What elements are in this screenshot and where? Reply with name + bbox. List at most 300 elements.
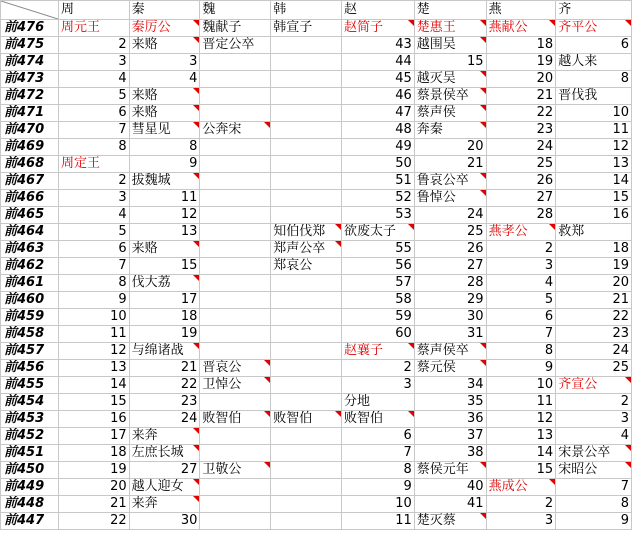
- grid-cell[interactable]: 38: [414, 445, 486, 462]
- grid-cell[interactable]: 18: [129, 309, 200, 326]
- grid-cell[interactable]: 越人迎女: [129, 479, 200, 496]
- year-label[interactable]: 前476: [1, 20, 59, 37]
- grid-cell[interactable]: 7: [556, 479, 632, 496]
- table-row: [1, 241, 632, 258]
- year-label[interactable]: 前448: [1, 496, 59, 513]
- grid-cell[interactable]: [200, 224, 271, 241]
- grid-cell[interactable]: [271, 377, 342, 394]
- grid-cell[interactable]: 8: [59, 139, 130, 156]
- grid-cell[interactable]: 55: [342, 241, 415, 258]
- grid-cell[interactable]: 8: [59, 275, 130, 292]
- grid-cell[interactable]: 伐大荔: [129, 275, 200, 292]
- grid-cell[interactable]: [271, 292, 342, 309]
- grid-cell[interactable]: 28: [414, 275, 486, 292]
- grid-cell[interactable]: 6: [342, 428, 415, 445]
- grid-cell[interactable]: 23: [486, 122, 556, 139]
- grid-cell[interactable]: 34: [414, 377, 486, 394]
- grid-cell[interactable]: 6: [556, 37, 632, 54]
- grid-cell[interactable]: 19: [129, 326, 200, 343]
- grid-cell[interactable]: 欲废太子: [342, 224, 415, 241]
- year-label[interactable]: 前457: [1, 343, 59, 360]
- grid-cell[interactable]: [271, 479, 342, 496]
- grid-cell[interactable]: 26: [414, 241, 486, 258]
- grid-cell[interactable]: 蔡侯元年: [414, 462, 486, 479]
- grid-cell[interactable]: [271, 207, 342, 224]
- grid-cell[interactable]: [271, 326, 342, 343]
- grid-cell[interactable]: 37: [414, 428, 486, 445]
- column-header[interactable]: 赵: [342, 1, 415, 20]
- table-row: [1, 513, 632, 530]
- grid-cell[interactable]: [271, 139, 342, 156]
- year-label[interactable]: 前449: [1, 479, 59, 496]
- grid-cell[interactable]: [200, 54, 271, 71]
- grid-cell[interactable]: [271, 462, 342, 479]
- grid-cell[interactable]: 12: [486, 411, 556, 428]
- grid-cell[interactable]: 11: [486, 394, 556, 411]
- grid-cell[interactable]: 8: [342, 462, 415, 479]
- table-row: [1, 139, 632, 156]
- grid-cell[interactable]: 15: [414, 54, 486, 71]
- grid-cell[interactable]: 9: [129, 156, 200, 173]
- grid-cell[interactable]: 8: [556, 71, 632, 88]
- grid-cell[interactable]: 9: [556, 513, 632, 530]
- grid-cell[interactable]: 14: [486, 445, 556, 462]
- grid-cell[interactable]: 10: [59, 309, 130, 326]
- grid-cell[interactable]: 30: [129, 513, 200, 530]
- grid-cell[interactable]: [271, 190, 342, 207]
- grid-cell[interactable]: 15: [486, 462, 556, 479]
- grid-cell[interactable]: 败智伯: [200, 411, 271, 428]
- year-label[interactable]: 前450: [1, 462, 59, 479]
- grid-cell[interactable]: [271, 88, 342, 105]
- grid-cell[interactable]: 24: [414, 207, 486, 224]
- year-label[interactable]: 前452: [1, 428, 59, 445]
- grid-cell[interactable]: 57: [342, 275, 415, 292]
- grid-cell[interactable]: 4: [486, 275, 556, 292]
- grid-cell[interactable]: 宋景公卒: [556, 445, 632, 462]
- table-row: [1, 394, 632, 411]
- grid-cell[interactable]: 13: [556, 156, 632, 173]
- grid-cell[interactable]: 蔡声侯卒: [414, 343, 486, 360]
- grid-cell[interactable]: [200, 343, 271, 360]
- grid-cell[interactable]: 21: [486, 88, 556, 105]
- grid-cell[interactable]: 越灭吴: [414, 71, 486, 88]
- grid-cell[interactable]: [271, 309, 342, 326]
- grid-cell[interactable]: 3: [129, 54, 200, 71]
- grid-cell[interactable]: 47: [342, 105, 415, 122]
- grid-cell[interactable]: 58: [342, 292, 415, 309]
- grid-cell[interactable]: [200, 445, 271, 462]
- grid-cell[interactable]: 8: [556, 496, 632, 513]
- grid-cell[interactable]: [271, 343, 342, 360]
- grid-cell[interactable]: 晋伐我: [556, 88, 632, 105]
- grid-cell[interactable]: 赵襄子: [342, 343, 415, 360]
- grid-cell[interactable]: 8: [129, 139, 200, 156]
- year-label[interactable]: 前459: [1, 309, 59, 326]
- grid-cell[interactable]: 24: [556, 343, 632, 360]
- year-label[interactable]: 前470: [1, 122, 59, 139]
- grid-cell[interactable]: 13: [59, 360, 130, 377]
- grid-cell[interactable]: 16: [59, 411, 130, 428]
- grid-cell[interactable]: 鲁哀公卒: [414, 173, 486, 190]
- grid-cell[interactable]: 3: [59, 190, 130, 207]
- grid-cell[interactable]: 22: [129, 377, 200, 394]
- grid-cell[interactable]: 2: [486, 241, 556, 258]
- grid-cell[interactable]: 彗星见: [129, 122, 200, 139]
- grid-cell[interactable]: [271, 394, 342, 411]
- grid-cell[interactable]: [271, 54, 342, 71]
- grid-cell[interactable]: 2: [486, 496, 556, 513]
- grid-cell[interactable]: 14: [556, 173, 632, 190]
- grid-cell[interactable]: 与绵诸战: [129, 343, 200, 360]
- grid-cell[interactable]: [200, 292, 271, 309]
- grid-cell[interactable]: 韩宣子: [271, 20, 342, 37]
- table-row: [1, 207, 632, 224]
- grid-cell[interactable]: 7: [342, 445, 415, 462]
- grid-cell[interactable]: 赵简子: [342, 20, 415, 37]
- grid-cell[interactable]: 楚灭蔡: [414, 513, 486, 530]
- grid-cell[interactable]: 3: [342, 377, 415, 394]
- grid-cell[interactable]: 14: [59, 377, 130, 394]
- grid-cell[interactable]: 9: [486, 360, 556, 377]
- grid-cell[interactable]: 齐平公: [556, 20, 632, 37]
- grid-cell[interactable]: 燕孝公: [486, 224, 556, 241]
- grid-cell[interactable]: 15: [556, 190, 632, 207]
- grid-cell[interactable]: 11: [129, 190, 200, 207]
- grid-cell[interactable]: 3: [59, 54, 130, 71]
- grid-cell[interactable]: [200, 428, 271, 445]
- grid-cell[interactable]: [271, 71, 342, 88]
- column-header[interactable]: 韩: [271, 1, 342, 20]
- grid-cell[interactable]: 44: [342, 54, 415, 71]
- grid-cell[interactable]: [200, 139, 271, 156]
- table-row: [1, 309, 632, 326]
- grid-cell[interactable]: 10: [342, 496, 415, 513]
- year-label[interactable]: 前467: [1, 173, 59, 190]
- grid-cell[interactable]: 46: [342, 88, 415, 105]
- grid-cell[interactable]: 27: [414, 258, 486, 275]
- grid-cell[interactable]: [200, 275, 271, 292]
- grid-cell[interactable]: 秦厉公: [129, 20, 200, 37]
- grid-cell[interactable]: 3: [486, 258, 556, 275]
- grid-cell[interactable]: 56: [342, 258, 415, 275]
- table-row: [1, 122, 632, 139]
- grid-cell[interactable]: 52: [342, 190, 415, 207]
- grid-cell[interactable]: 越围吴: [414, 37, 486, 54]
- grid-cell[interactable]: 越人来: [556, 54, 632, 71]
- grid-cell[interactable]: 7: [486, 326, 556, 343]
- grid-cell[interactable]: 燕献公: [486, 20, 556, 37]
- grid-cell[interactable]: 来奔: [129, 496, 200, 513]
- grid-cell[interactable]: 9: [342, 479, 415, 496]
- grid-cell[interactable]: 2: [342, 360, 415, 377]
- grid-cell[interactable]: 6: [59, 241, 130, 258]
- grid-cell[interactable]: 鲁悼公: [414, 190, 486, 207]
- grid-cell[interactable]: 来赂: [129, 105, 200, 122]
- grid-cell[interactable]: 28: [486, 207, 556, 224]
- grid-cell[interactable]: 49: [342, 139, 415, 156]
- year-label[interactable]: 前471: [1, 105, 59, 122]
- year-label[interactable]: 前465: [1, 207, 59, 224]
- grid-cell[interactable]: 19: [556, 258, 632, 275]
- grid-cell[interactable]: 27: [486, 190, 556, 207]
- grid-cell[interactable]: 20: [486, 71, 556, 88]
- table-row: [1, 173, 632, 190]
- year-label[interactable]: 前463: [1, 241, 59, 258]
- grid-cell[interactable]: 41: [414, 496, 486, 513]
- grid-cell[interactable]: 15: [129, 258, 200, 275]
- year-label[interactable]: 前473: [1, 71, 59, 88]
- grid-cell[interactable]: [271, 173, 342, 190]
- table-row: [1, 275, 632, 292]
- grid-cell[interactable]: 31: [414, 326, 486, 343]
- grid-cell[interactable]: [200, 190, 271, 207]
- grid-cell[interactable]: 燕成公: [486, 479, 556, 496]
- grid-cell[interactable]: 20: [59, 479, 130, 496]
- grid-cell[interactable]: 25: [414, 224, 486, 241]
- grid-cell[interactable]: 60: [342, 326, 415, 343]
- year-label[interactable]: 前462: [1, 258, 59, 275]
- grid-cell[interactable]: 17: [129, 292, 200, 309]
- grid-cell[interactable]: 卫悼公: [200, 377, 271, 394]
- grid-cell[interactable]: 10: [556, 105, 632, 122]
- grid-cell[interactable]: 晋定公卒: [200, 37, 271, 54]
- grid-cell[interactable]: 知伯伐郑: [271, 224, 342, 241]
- grid-cell[interactable]: 奔秦: [414, 122, 486, 139]
- grid-cell[interactable]: 5: [486, 292, 556, 309]
- grid-cell[interactable]: [271, 156, 342, 173]
- grid-cell[interactable]: 12: [556, 139, 632, 156]
- grid-cell[interactable]: [200, 513, 271, 530]
- grid-cell[interactable]: 齐宣公: [556, 377, 632, 394]
- grid-cell[interactable]: [200, 394, 271, 411]
- grid-cell[interactable]: 拔魏城: [129, 173, 200, 190]
- year-label[interactable]: 前458: [1, 326, 59, 343]
- grid-cell[interactable]: [271, 513, 342, 530]
- grid-cell[interactable]: 26: [486, 173, 556, 190]
- grid-cell[interactable]: 24: [486, 139, 556, 156]
- grid-cell[interactable]: 48: [342, 122, 415, 139]
- grid-cell[interactable]: [200, 173, 271, 190]
- table-row: [1, 479, 632, 496]
- grid-cell[interactable]: 22: [486, 105, 556, 122]
- grid-cell[interactable]: 周元王: [59, 20, 130, 37]
- grid-cell[interactable]: [271, 105, 342, 122]
- table-row: [1, 411, 632, 428]
- grid-cell[interactable]: [271, 496, 342, 513]
- grid-cell[interactable]: [200, 207, 271, 224]
- grid-cell[interactable]: [200, 241, 271, 258]
- table-row: [1, 258, 632, 275]
- grid-cell[interactable]: 12: [129, 207, 200, 224]
- grid-cell[interactable]: 27: [129, 462, 200, 479]
- year-label[interactable]: 前474: [1, 54, 59, 71]
- grid-cell[interactable]: 郑声公卒: [271, 241, 342, 258]
- grid-cell[interactable]: 21: [129, 360, 200, 377]
- grid-cell[interactable]: 22: [59, 513, 130, 530]
- grid-cell[interactable]: 45: [342, 71, 415, 88]
- grid-cell[interactable]: 25: [486, 156, 556, 173]
- grid-cell[interactable]: 4: [129, 71, 200, 88]
- grid-cell[interactable]: 59: [342, 309, 415, 326]
- table-row: [1, 445, 632, 462]
- year-label[interactable]: 前453: [1, 411, 59, 428]
- grid-cell[interactable]: 25: [556, 360, 632, 377]
- column-header[interactable]: 楚: [414, 1, 486, 20]
- year-label[interactable]: 前472: [1, 88, 59, 105]
- grid-cell[interactable]: 20: [556, 275, 632, 292]
- grid-cell[interactable]: 16: [556, 207, 632, 224]
- year-label[interactable]: 前475: [1, 37, 59, 54]
- grid-cell[interactable]: [200, 326, 271, 343]
- grid-cell[interactable]: 18: [556, 241, 632, 258]
- grid-cell[interactable]: 左庶长城: [129, 445, 200, 462]
- grid-cell[interactable]: 晋哀公: [200, 360, 271, 377]
- year-label[interactable]: 前447: [1, 513, 59, 530]
- grid-cell[interactable]: [271, 37, 342, 54]
- corner-cell[interactable]: [1, 1, 59, 20]
- year-label[interactable]: 前466: [1, 190, 59, 207]
- grid-cell[interactable]: 23: [129, 394, 200, 411]
- grid-cell[interactable]: 11: [556, 122, 632, 139]
- year-label[interactable]: 前454: [1, 394, 59, 411]
- grid-cell[interactable]: 公奔宋: [200, 122, 271, 139]
- grid-cell[interactable]: 18: [59, 445, 130, 462]
- column-header[interactable]: 齐: [556, 1, 632, 20]
- grid-cell[interactable]: 35: [414, 394, 486, 411]
- grid-cell[interactable]: [271, 275, 342, 292]
- grid-cell[interactable]: 8: [486, 343, 556, 360]
- column-header[interactable]: 秦: [129, 1, 200, 20]
- grid-cell[interactable]: [200, 88, 271, 105]
- grid-cell[interactable]: 9: [59, 292, 130, 309]
- grid-cell[interactable]: 来赂: [129, 241, 200, 258]
- grid-cell[interactable]: 4: [59, 207, 130, 224]
- grid-cell[interactable]: 蔡声侯: [414, 105, 486, 122]
- table-row: [1, 224, 632, 241]
- grid-cell[interactable]: [271, 360, 342, 377]
- grid-cell[interactable]: 4: [59, 71, 130, 88]
- grid-cell[interactable]: 7: [59, 258, 130, 275]
- year-label[interactable]: 前456: [1, 360, 59, 377]
- table-row: [1, 105, 632, 122]
- grid-cell[interactable]: [200, 105, 271, 122]
- grid-cell[interactable]: 36: [414, 411, 486, 428]
- grid-cell[interactable]: [200, 258, 271, 275]
- table-row: [1, 37, 632, 54]
- grid-cell[interactable]: 17: [59, 428, 130, 445]
- grid-cell[interactable]: 30: [414, 309, 486, 326]
- grid-cell[interactable]: 3: [486, 513, 556, 530]
- grid-cell[interactable]: 2: [556, 394, 632, 411]
- table-row: [1, 428, 632, 445]
- grid-cell[interactable]: 来奔: [129, 428, 200, 445]
- grid-cell[interactable]: 21: [556, 292, 632, 309]
- grid-cell[interactable]: 楚惠王: [414, 20, 486, 37]
- column-header[interactable]: 魏: [200, 1, 271, 20]
- year-label[interactable]: 前464: [1, 224, 59, 241]
- grid-cell[interactable]: 4: [556, 428, 632, 445]
- column-header[interactable]: 燕: [486, 1, 556, 20]
- grid-cell[interactable]: 12: [59, 343, 130, 360]
- year-label[interactable]: 前468: [1, 156, 59, 173]
- grid-cell[interactable]: 周定王: [59, 156, 130, 173]
- grid-cell[interactable]: 6: [486, 309, 556, 326]
- grid-cell[interactable]: 10: [486, 377, 556, 394]
- grid-cell[interactable]: [200, 309, 271, 326]
- grid-cell[interactable]: 魏献子: [200, 20, 271, 37]
- year-label[interactable]: 前451: [1, 445, 59, 462]
- grid-cell[interactable]: 18: [486, 37, 556, 54]
- grid-cell[interactable]: 40: [414, 479, 486, 496]
- grid-cell[interactable]: [200, 479, 271, 496]
- grid-cell[interactable]: 来赂: [129, 88, 200, 105]
- grid-cell[interactable]: 19: [59, 462, 130, 479]
- grid-cell[interactable]: 22: [556, 309, 632, 326]
- year-label[interactable]: 前461: [1, 275, 59, 292]
- grid-cell[interactable]: 败智伯: [342, 411, 415, 428]
- year-label[interactable]: 前455: [1, 377, 59, 394]
- table-row: [1, 20, 632, 37]
- grid-cell[interactable]: 11: [59, 326, 130, 343]
- grid-cell[interactable]: 蔡景侯卒: [414, 88, 486, 105]
- grid-cell[interactable]: 救郑: [556, 224, 632, 241]
- grid-cell[interactable]: 败智伯: [271, 411, 342, 428]
- grid-cell[interactable]: [200, 496, 271, 513]
- grid-cell[interactable]: 24: [129, 411, 200, 428]
- year-label[interactable]: 前460: [1, 292, 59, 309]
- grid-cell[interactable]: 郑哀公: [271, 258, 342, 275]
- grid-cell[interactable]: 19: [486, 54, 556, 71]
- grid-cell[interactable]: 宋昭公: [556, 462, 632, 479]
- year-label[interactable]: 前469: [1, 139, 59, 156]
- table-row: [1, 343, 632, 360]
- grid-cell[interactable]: 21: [59, 496, 130, 513]
- grid-cell[interactable]: 23: [556, 326, 632, 343]
- grid-cell[interactable]: 53: [342, 207, 415, 224]
- grid-cell[interactable]: 3: [556, 411, 632, 428]
- grid-cell[interactable]: [271, 428, 342, 445]
- grid-cell[interactable]: 5: [59, 88, 130, 105]
- grid-cell[interactable]: [271, 122, 342, 139]
- grid-cell[interactable]: 29: [414, 292, 486, 309]
- grid-cell[interactable]: 卫敬公: [200, 462, 271, 479]
- grid-cell[interactable]: 11: [342, 513, 415, 530]
- grid-cell[interactable]: [200, 71, 271, 88]
- grid-cell[interactable]: 2: [59, 173, 130, 190]
- grid-cell[interactable]: 13: [129, 224, 200, 241]
- grid-cell[interactable]: 2: [59, 37, 130, 54]
- grid-cell[interactable]: 51: [342, 173, 415, 190]
- grid-cell[interactable]: 21: [414, 156, 486, 173]
- column-header[interactable]: 周: [59, 1, 130, 20]
- grid-cell[interactable]: [271, 445, 342, 462]
- grid-cell[interactable]: 蔡元侯: [414, 360, 486, 377]
- table-row: [1, 462, 632, 479]
- grid-cell[interactable]: 分地: [342, 394, 415, 411]
- grid-cell[interactable]: 50: [342, 156, 415, 173]
- grid-cell[interactable]: 7: [59, 122, 130, 139]
- table-row: [1, 292, 632, 309]
- grid-cell[interactable]: 5: [59, 224, 130, 241]
- grid-cell[interactable]: 20: [414, 139, 486, 156]
- grid-cell[interactable]: 15: [59, 394, 130, 411]
- grid-cell[interactable]: 13: [486, 428, 556, 445]
- grid-cell[interactable]: 来赂: [129, 37, 200, 54]
- grid-cell[interactable]: 43: [342, 37, 415, 54]
- grid-cell[interactable]: 6: [59, 105, 130, 122]
- grid-cell[interactable]: [200, 156, 271, 173]
